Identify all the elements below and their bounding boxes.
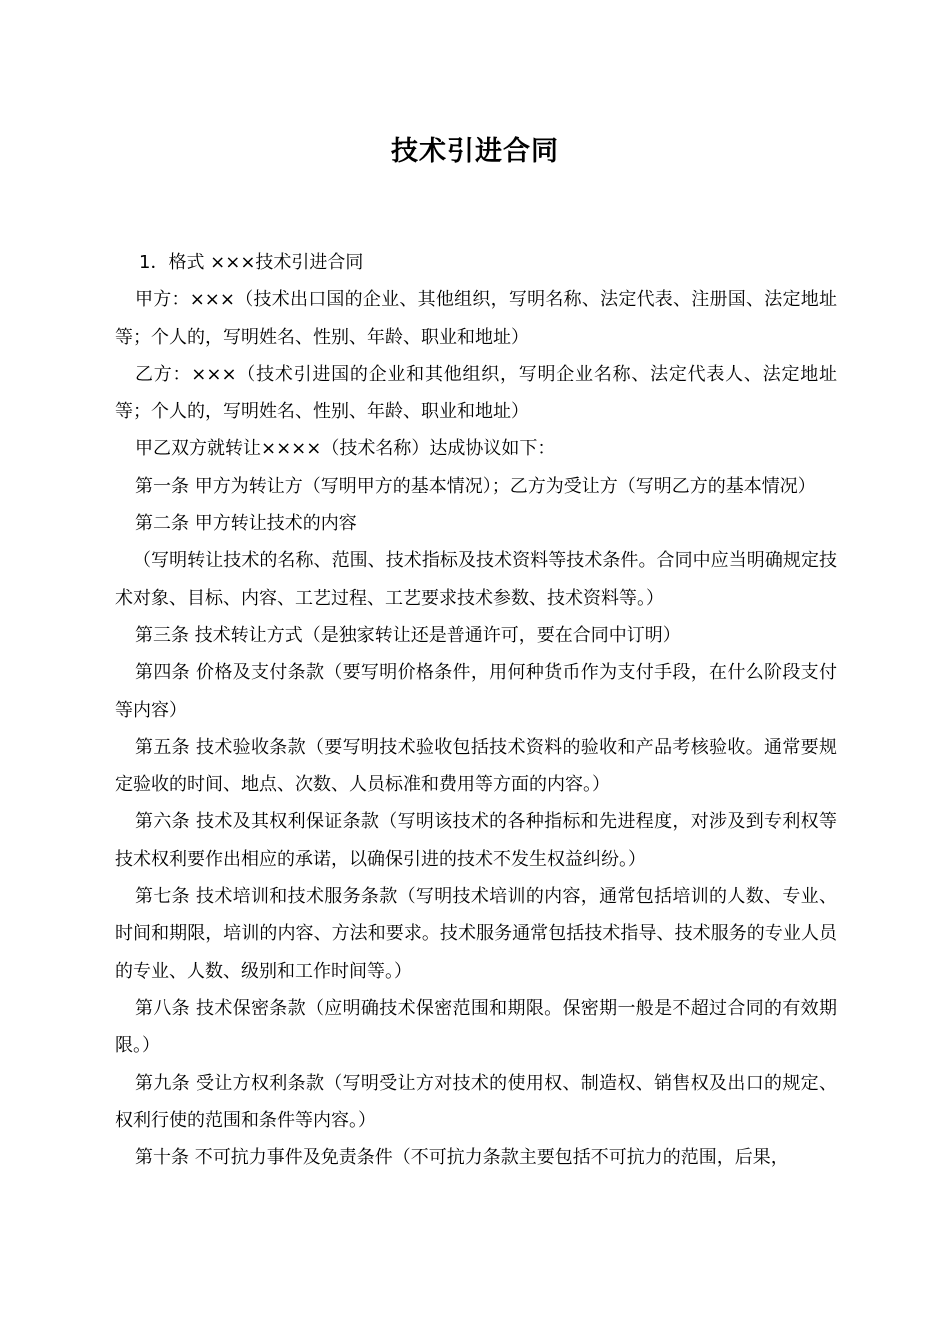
paragraph-format: 1．格式 ×××技术引进合同 bbox=[139, 252, 364, 273]
paragraph-article-7: 第七条 技术培训和技术服务条款（写明技术培训的内容，通常包括培训的人数、专业、时间和期限，培训的内容、方法和要求。技术服务通常包括技术指导、技术服务的专业人员的专业、人数、级别和工作时间等。） bbox=[115, 886, 837, 982]
paragraph-article-2-detail: （写明转让技术的名称、范围、技术指标及技术资料等技术条件。合同中应当明确规定技术对象、目标、内容、工艺过程、工艺要求技术参数、技术资料等。） bbox=[115, 550, 837, 609]
document-body bbox=[115, 244, 837, 1176]
paragraph-party-b: 乙方：×××（技术引进国的企业和其他组织，写明企业名称、法定代表人、法定地址等；个人的，写明姓名、性别、年龄、职业和地址） bbox=[115, 363, 837, 423]
paragraph-party-a: 甲方：×××（技术出口国的企业、其他组织，写明名称、法定代表、注册国、法定地址等；个人的，写明姓名、性别、年龄、职业和地址） bbox=[115, 289, 837, 348]
paragraph-agreement-intro: 甲乙双方就转让××××（技术名称）达成协议如下： bbox=[135, 438, 556, 460]
paragraph-article-5: 第五条 技术验收条款（要写明技术验收包括技术资料的验收和产品考核验收。通常要规定验收的时间、地点、次数、人员标准和费用等方面的内容。） bbox=[115, 736, 837, 796]
paragraph-article-6: 第六条 技术及其权利保证条款（写明该技术的各种指标和先进程度，对涉及到专利权等技术权利要作出相应的承诺，以确保引进的技术不发生权益纠纷。） bbox=[115, 811, 837, 870]
paragraph-article-4: 第四条 价格及支付条款（要写明价格条件，用何种货币作为支付手段，在什么阶段支付等内容） bbox=[115, 662, 837, 721]
paragraph-article-9: 第九条 受让方权利条款（写明受让方对技术的使用权、制造权、销售权及出口的规定、权利行使的范围和条件等内容。） bbox=[115, 1072, 837, 1131]
paragraph-article-8: 第八条 技术保密条款（应明确技术保密范围和期限。保密期一般是不超过合同的有效期限。） bbox=[115, 997, 837, 1057]
paragraph-article-2: 第二条 甲方转让技术的内容 bbox=[135, 513, 357, 535]
paragraph-article-1: 第一条 甲方为转让方（写明甲方的基本情况）；乙方为受让方（写明乙方的基本情况） bbox=[135, 475, 816, 497]
document-title: 技术引进合同 bbox=[391, 136, 559, 167]
paragraph-article-10: 第十条 不可抗力事件及免责条件（不可抗力条款主要包括不可抗力的范围，后果， bbox=[135, 1147, 789, 1169]
paragraph-article-3: 第三条 技术转让方式（是独家转让还是普通许可，要在合同中订明） bbox=[135, 624, 681, 646]
